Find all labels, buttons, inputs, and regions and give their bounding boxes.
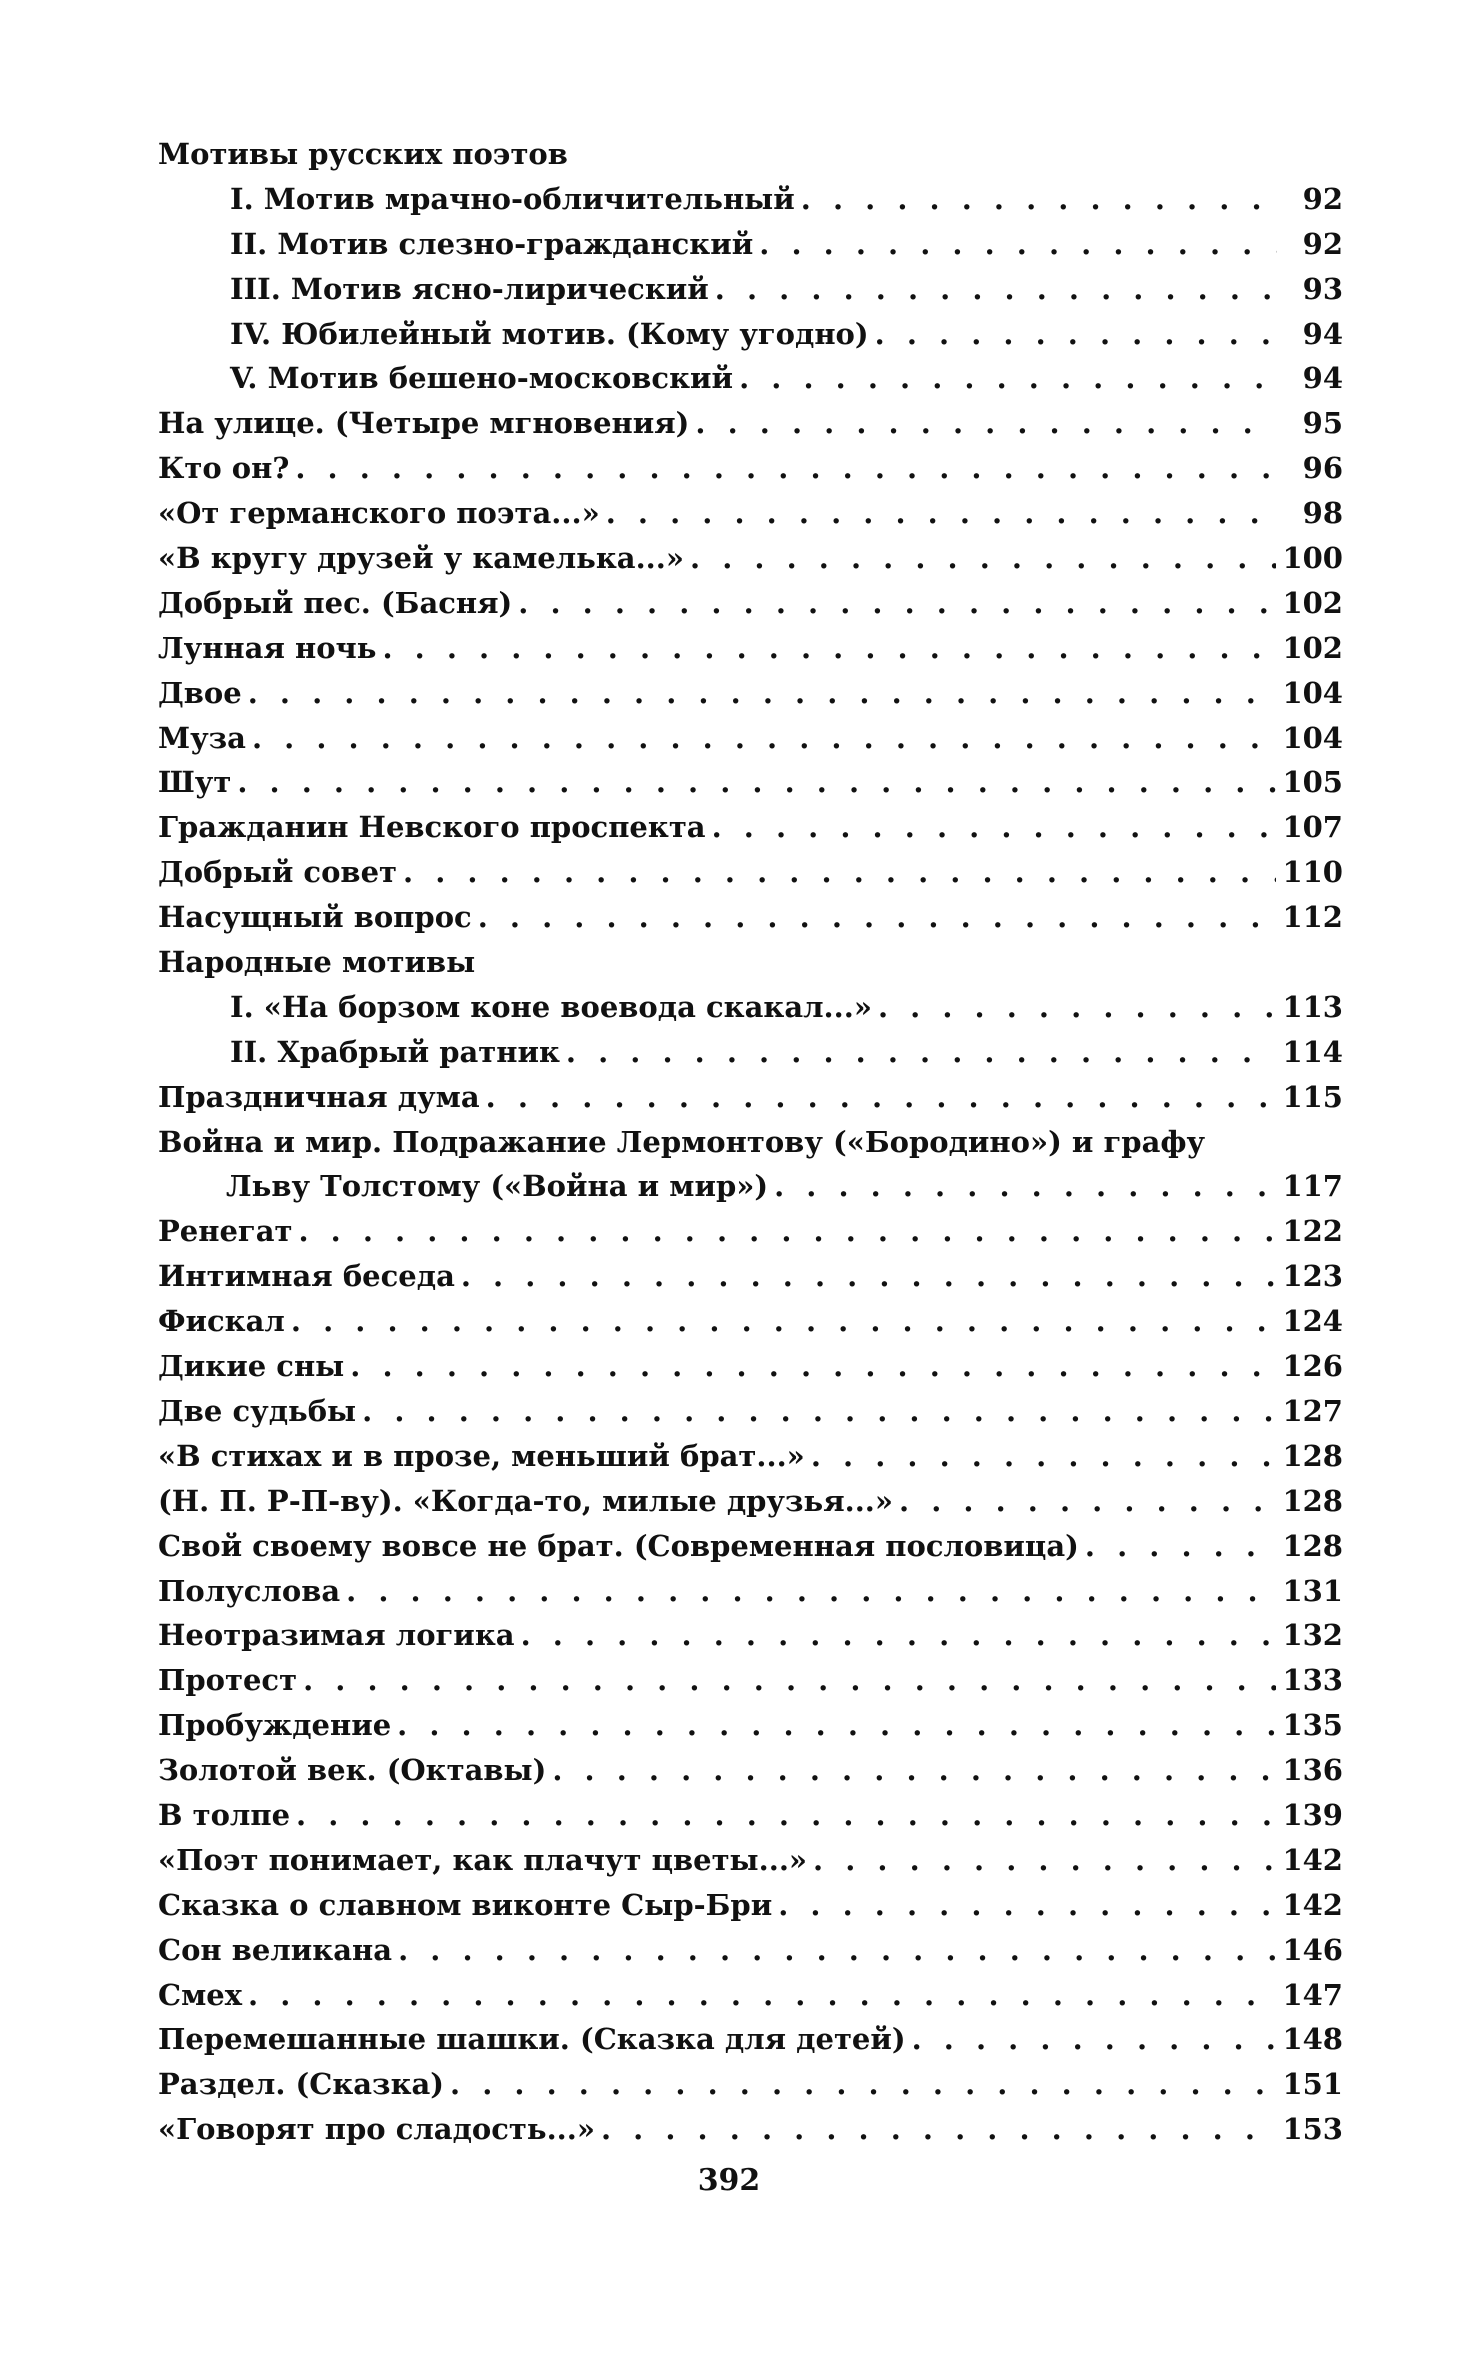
toc-entry-title: Сон великана bbox=[158, 1932, 393, 1967]
toc-entry-page: 102 bbox=[1282, 585, 1343, 620]
toc-entry bbox=[158, 760, 1343, 805]
dot-leader bbox=[362, 1389, 1276, 1434]
toc-entry-title: Интимная беседа bbox=[158, 1259, 455, 1294]
toc-entry bbox=[158, 581, 1343, 626]
toc-entry bbox=[158, 1883, 1343, 1928]
toc-entry bbox=[158, 1299, 1343, 1344]
toc-entry bbox=[158, 1389, 1343, 1434]
toc-entry-title: Неотразимая логика bbox=[158, 1618, 515, 1653]
toc-entry bbox=[158, 805, 1343, 850]
toc-entry-page: 122 bbox=[1282, 1214, 1343, 1249]
toc-entry bbox=[158, 1254, 1343, 1299]
toc-entry-page: 92 bbox=[1302, 181, 1343, 216]
toc-entry-title: Раздел. (Сказка) bbox=[158, 2067, 445, 2102]
toc-entry-page: 131 bbox=[1282, 1573, 1343, 1608]
dot-leader bbox=[774, 1164, 1276, 1209]
dot-leader bbox=[552, 1748, 1276, 1793]
dot-leader bbox=[403, 850, 1276, 895]
dot-leader bbox=[248, 1973, 1276, 2018]
toc-entry-page: 128 bbox=[1282, 1528, 1343, 1563]
dot-leader bbox=[811, 1434, 1277, 1479]
toc-entry bbox=[158, 850, 1343, 895]
toc-entry bbox=[158, 1793, 1343, 1838]
dot-leader bbox=[690, 536, 1276, 581]
dot-leader bbox=[759, 222, 1277, 267]
toc-entry-page: 126 bbox=[1282, 1349, 1343, 1384]
toc-entry-page: 127 bbox=[1282, 1393, 1343, 1428]
toc-entry bbox=[158, 356, 1343, 401]
page-number: 392 bbox=[697, 2163, 761, 2198]
toc-entry bbox=[158, 2062, 1343, 2107]
dot-leader bbox=[875, 312, 1277, 357]
toc-entry-page: 146 bbox=[1282, 1932, 1343, 1967]
toc-entry-page: 94 bbox=[1302, 361, 1343, 396]
toc-entry-title: Народные мотивы bbox=[158, 945, 476, 980]
dot-leader bbox=[398, 1928, 1276, 1973]
dot-leader bbox=[450, 2062, 1276, 2107]
toc-entry bbox=[158, 222, 1343, 267]
toc-entry-title: «Говорят про сладость...» bbox=[158, 2112, 595, 2147]
dot-leader bbox=[461, 1254, 1277, 1299]
toc-entry bbox=[158, 1748, 1343, 1793]
toc-entry-page: 139 bbox=[1282, 1797, 1343, 1832]
toc-entry-title: (Н. П. Р-П-ву). «Когда-то, милые друзья...» bbox=[158, 1483, 894, 1518]
toc-entry-page: 142 bbox=[1282, 1842, 1343, 1877]
toc-entry bbox=[158, 1075, 1343, 1120]
toc-entry-page: 110 bbox=[1282, 855, 1343, 890]
dot-leader bbox=[296, 1793, 1276, 1838]
toc-entry-title: III. Мотив ясно-лирический bbox=[230, 271, 709, 306]
dot-leader bbox=[248, 671, 1277, 716]
toc-entry bbox=[158, 1703, 1343, 1748]
toc-entry-title: Насущный вопрос bbox=[158, 900, 472, 935]
toc-entry-page: 95 bbox=[1302, 406, 1343, 441]
toc-entry-page: 147 bbox=[1282, 1977, 1343, 2012]
toc-entry-page: 114 bbox=[1282, 1034, 1343, 1069]
toc-entry-title: I. «На борзом коне воевода скакал...» bbox=[230, 989, 872, 1024]
toc-entry-title: Сказка о славном виконте Сыр-Бри bbox=[158, 1887, 773, 1922]
toc-entry bbox=[158, 446, 1343, 491]
dot-leader bbox=[899, 1479, 1276, 1524]
toc-entry-page: 100 bbox=[1282, 541, 1343, 576]
dot-leader bbox=[486, 1075, 1277, 1120]
toc-entry bbox=[158, 626, 1343, 671]
toc-entry-title: Фискал bbox=[158, 1304, 285, 1339]
toc-entry-title: Дикие сны bbox=[158, 1349, 345, 1384]
toc-entry-title: Лунная ночь bbox=[158, 630, 377, 665]
toc-entry-page: 98 bbox=[1302, 496, 1343, 531]
toc-entry bbox=[158, 1030, 1343, 1075]
toc-entry bbox=[158, 1928, 1343, 1973]
dot-leader bbox=[813, 1838, 1276, 1883]
toc-entry bbox=[158, 1613, 1343, 1658]
toc-entry bbox=[158, 1479, 1343, 1524]
toc-entry-title: Мотивы русских поэтов bbox=[158, 137, 568, 171]
dot-leader bbox=[397, 1703, 1276, 1748]
toc-entry-title: В толпе bbox=[158, 1797, 291, 1832]
toc-entry bbox=[158, 267, 1343, 312]
toc-entry-page: 112 bbox=[1282, 900, 1343, 935]
toc-entry-page: 153 bbox=[1282, 2112, 1343, 2147]
toc-entry bbox=[158, 1344, 1343, 1389]
toc-entry bbox=[158, 491, 1343, 536]
toc-entry-title: I. Мотив мрачно-обличительный bbox=[230, 181, 795, 216]
dot-leader bbox=[566, 1030, 1277, 1075]
toc-entry bbox=[158, 132, 1343, 177]
toc-entry-page: 92 bbox=[1302, 226, 1343, 261]
dot-leader bbox=[739, 356, 1277, 401]
toc-entry bbox=[158, 177, 1343, 222]
toc-entry-title: II. Мотив слезно-гражданский bbox=[230, 226, 754, 261]
toc-entry bbox=[158, 1569, 1343, 1614]
dot-leader bbox=[478, 895, 1277, 940]
toc-entry-title: Свой своему вовсе не брат. (Современная пословица) bbox=[158, 1528, 1079, 1563]
dot-leader bbox=[382, 626, 1276, 671]
toc-entry-title: Кто он? bbox=[158, 451, 290, 486]
toc-entry-page: 132 bbox=[1282, 1618, 1343, 1653]
toc-entry-page: 148 bbox=[1282, 2022, 1343, 2057]
toc-entry bbox=[158, 1209, 1343, 1254]
toc-entry bbox=[158, 1120, 1343, 1165]
dot-leader bbox=[715, 267, 1277, 312]
dot-leader bbox=[518, 581, 1276, 626]
toc-entry bbox=[158, 1524, 1343, 1569]
dot-leader bbox=[303, 1658, 1276, 1703]
toc-entry-title: Пробуждение bbox=[158, 1708, 392, 1743]
toc-entry-title: Полуслова bbox=[158, 1573, 341, 1608]
toc-entry-page: 151 bbox=[1282, 2067, 1343, 2102]
dot-leader bbox=[778, 1883, 1276, 1928]
toc-entry bbox=[158, 1658, 1343, 1703]
toc-entry-page: 94 bbox=[1302, 316, 1343, 351]
toc-entry-title: «В кругу друзей у камелька...» bbox=[158, 541, 684, 576]
toc-entry bbox=[158, 1434, 1343, 1479]
toc-entry-page: 142 bbox=[1282, 1887, 1343, 1922]
table-of-contents bbox=[158, 132, 1343, 2152]
toc-entry bbox=[158, 401, 1343, 446]
dot-leader bbox=[237, 760, 1276, 805]
dot-leader bbox=[350, 1344, 1276, 1389]
toc-entry-page: 105 bbox=[1282, 765, 1343, 800]
dot-leader bbox=[346, 1569, 1276, 1614]
toc-entry-page: 128 bbox=[1282, 1483, 1343, 1518]
toc-entry bbox=[158, 716, 1343, 761]
toc-entry-title: Война и мир. Подражание Лермонтову («Бородино») и графу bbox=[158, 1124, 1206, 1159]
toc-entry-page: 104 bbox=[1282, 720, 1343, 755]
dot-leader bbox=[878, 985, 1276, 1030]
toc-entry-title: Протест bbox=[158, 1663, 298, 1698]
toc-entry bbox=[158, 895, 1343, 940]
toc-entry-title: Гражданин Невского проспекта bbox=[158, 810, 706, 845]
toc-entry bbox=[158, 2107, 1343, 2152]
toc-entry-page: 102 bbox=[1282, 630, 1343, 665]
dot-leader bbox=[601, 2107, 1276, 2152]
dot-leader bbox=[291, 1299, 1277, 1344]
toc-entry-title: Ренегат bbox=[158, 1214, 293, 1249]
toc-entry-page: 115 bbox=[1282, 1079, 1343, 1114]
toc-entry-page: 128 bbox=[1282, 1438, 1343, 1473]
toc-entry bbox=[158, 536, 1343, 581]
toc-entry-title: «Поэт понимает, как плачут цветы...» bbox=[158, 1842, 808, 1877]
toc-entry-page: 107 bbox=[1282, 810, 1343, 845]
toc-entry-title: Муза bbox=[158, 720, 246, 755]
toc-entry-title: Праздничная дума bbox=[158, 1079, 480, 1114]
toc-entry bbox=[158, 312, 1343, 357]
toc-entry-title: IV. Юбилейный мотив. (Кому угодно) bbox=[230, 316, 869, 351]
dot-leader bbox=[295, 446, 1277, 491]
toc-entry-title: II. Храбрый ратник bbox=[230, 1034, 560, 1069]
toc-entry-title: Двое bbox=[158, 675, 242, 710]
toc-entry-title: Льву Толстому («Война и мир») bbox=[226, 1169, 769, 1204]
toc-entry-title: Две судьбы bbox=[158, 1393, 357, 1428]
dot-leader bbox=[252, 716, 1276, 761]
dot-leader bbox=[298, 1209, 1276, 1254]
toc-entry-page: 123 bbox=[1282, 1259, 1343, 1294]
toc-entry bbox=[158, 1164, 1343, 1209]
toc-entry-page: 93 bbox=[1302, 271, 1343, 306]
toc-entry-page: 133 bbox=[1282, 1663, 1343, 1698]
toc-entry-title: Смех bbox=[158, 1977, 243, 2012]
toc-entry-title: «В стихах и в прозе, меньший брат...» bbox=[158, 1438, 805, 1473]
toc-entry-page: 136 bbox=[1282, 1753, 1343, 1788]
dot-leader bbox=[912, 2017, 1277, 2062]
toc-entry-title: Шут bbox=[158, 765, 232, 800]
dot-leader bbox=[1085, 1524, 1277, 1569]
dot-leader bbox=[801, 177, 1277, 222]
dot-leader bbox=[606, 491, 1277, 536]
toc-entry bbox=[158, 1973, 1343, 2018]
toc-entry bbox=[158, 940, 1343, 985]
toc-entry bbox=[158, 1838, 1343, 1883]
toc-entry-page: 96 bbox=[1302, 451, 1343, 486]
toc-entry-title: На улице. (Четыре мгновения) bbox=[158, 406, 690, 441]
toc-entry-title: Золотой век. (Октавы) bbox=[158, 1753, 547, 1788]
dot-leader bbox=[695, 401, 1277, 446]
toc-entry-title: V. Мотив бешено-московский bbox=[230, 361, 734, 396]
toc-entry-title: Добрый совет bbox=[158, 855, 397, 890]
toc-entry-title: «От германского поэта...» bbox=[158, 496, 600, 531]
dot-leader bbox=[521, 1613, 1277, 1658]
toc-entry-title: Перемешанные шашки. (Сказка для детей) bbox=[158, 2022, 906, 2057]
toc-entry bbox=[158, 671, 1343, 716]
toc-entry bbox=[158, 2017, 1343, 2062]
dot-leader bbox=[712, 805, 1277, 850]
toc-entry-page: 113 bbox=[1282, 989, 1343, 1024]
toc-entry bbox=[158, 985, 1343, 1030]
toc-entry-page: 117 bbox=[1282, 1169, 1343, 1204]
toc-entry-page: 135 bbox=[1282, 1708, 1343, 1743]
toc-entry-page: 124 bbox=[1282, 1304, 1343, 1339]
toc-entry-page: 104 bbox=[1282, 675, 1343, 710]
toc-entry-title: Добрый пес. (Басня) bbox=[158, 585, 513, 620]
